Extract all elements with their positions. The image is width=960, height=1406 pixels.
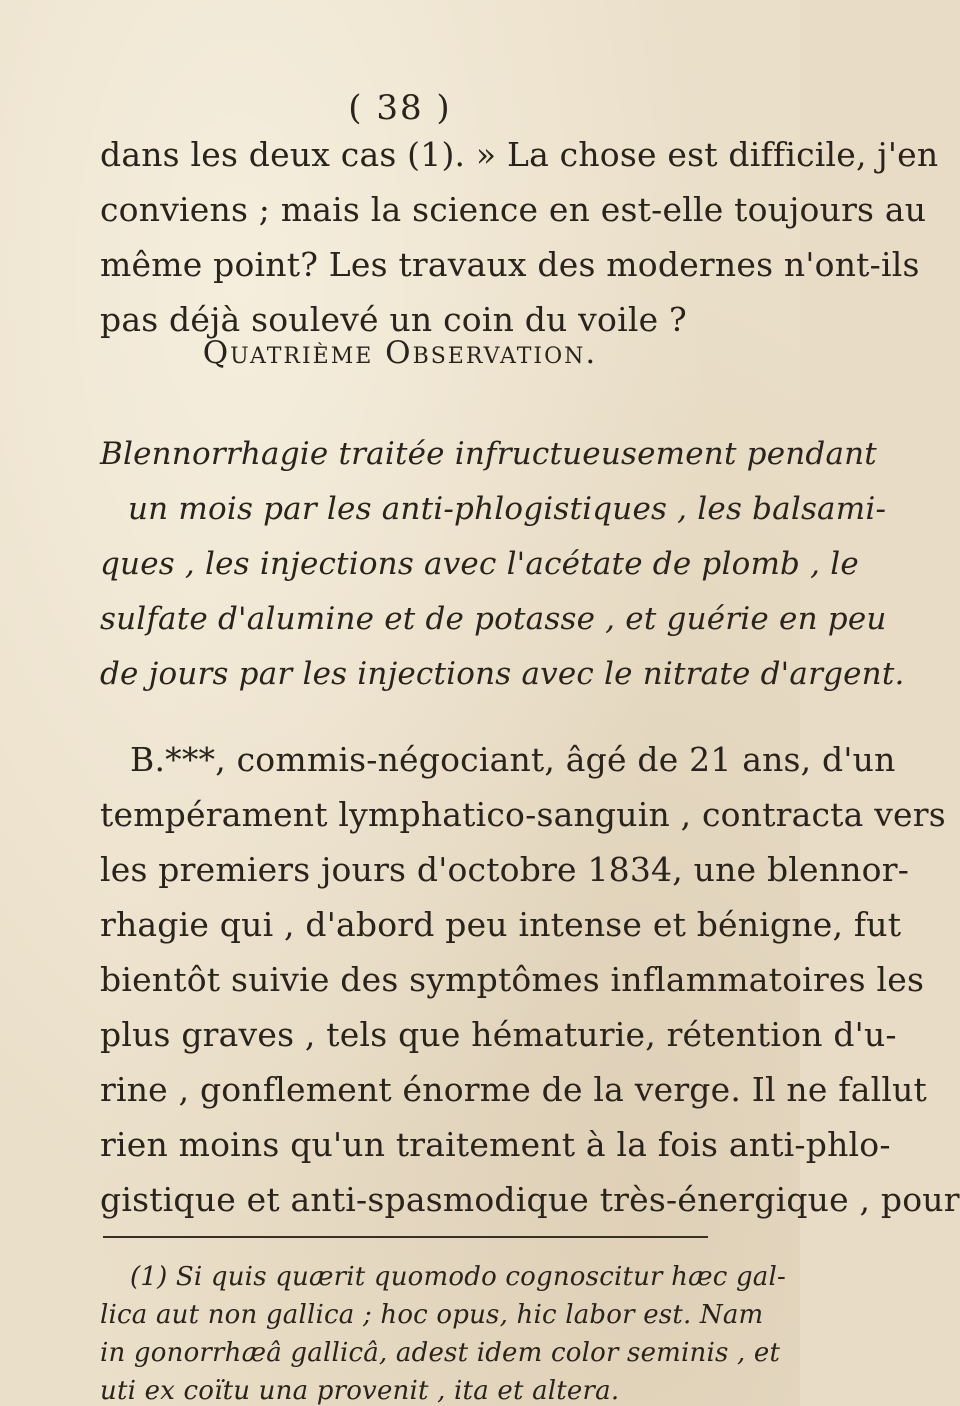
footnote-line: (1) Si quis quærit quomodo cognoscitur hæc gal- — [130, 1262, 787, 1292]
text-line: dans les deux cas (1). » La chose est difficile, j'en — [100, 135, 939, 174]
text-line: pas déjà soulevé un coin du voile ? — [100, 300, 687, 339]
section-heading: Quatrième Observation. — [202, 335, 598, 371]
body-line: tempérament lymphatico-sanguin , contracta vers — [100, 795, 946, 834]
summary-line: un mois par les anti-phlogistiques , les balsami- — [128, 491, 887, 527]
body-line: gistique et anti-spasmodique très-énergique , pour — [100, 1180, 960, 1219]
text-line: même point? Les travaux des modernes n'ont-ils — [100, 245, 920, 284]
body-line: B.***, commis-négociant, âgé de 21 ans, d'un — [130, 740, 896, 779]
body-line: plus graves , tels que hématurie, rétention d'u- — [100, 1015, 897, 1054]
summary-line: sulfate d'alumine et de potasse , et guérie en peu — [100, 601, 887, 637]
text-line: conviens ; mais la science en est-elle toujours au — [100, 190, 927, 229]
footnote-line: in gonorrhæâ gallicâ, adest idem color seminis , et — [100, 1338, 781, 1368]
body-line: rhagie qui , d'abord peu intense et bénigne, fut — [100, 905, 902, 944]
summary-line: de jours par les injections avec le nitrate d'argent. — [100, 656, 905, 692]
body-line: rien moins qu'un traitement à la fois anti-phlo- — [100, 1125, 891, 1164]
footnote-line: lica aut non gallica ; hoc opus, hic labor est. Nam — [100, 1300, 764, 1330]
body-line: rine , gonflement énorme de la verge. Il ne fallut — [100, 1070, 927, 1109]
summary-line: Blennorrhagie traitée infructueusement pendant — [100, 436, 877, 472]
body-line: les premiers jours d'octobre 1834, une blennor- — [100, 850, 910, 889]
body-line: bientôt suivie des symptômes inflammatoires les — [100, 960, 925, 999]
page-number: ( 38 ) — [348, 88, 452, 128]
footnote-line: uti ex coïtu una provenit , ita et altera. — [100, 1376, 620, 1406]
footnote-rule — [103, 1236, 708, 1238]
summary-line: ques , les injections avec l'acétate de plomb , le — [100, 546, 859, 582]
